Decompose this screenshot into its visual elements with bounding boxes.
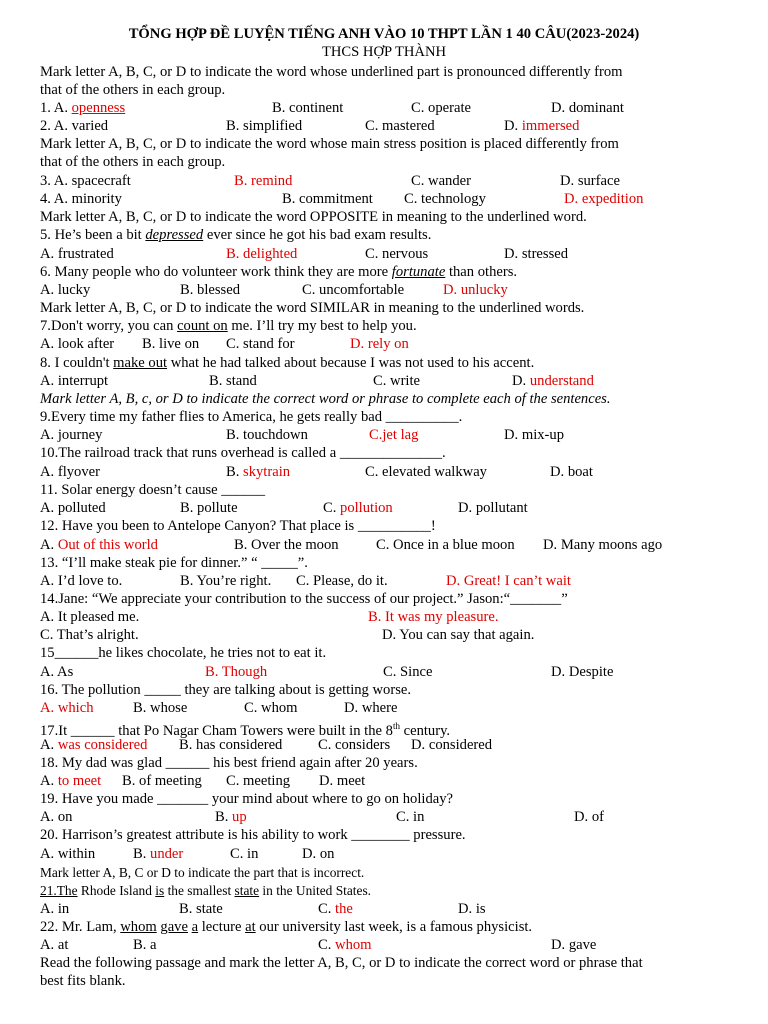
q12-option-b: B. Over the moon [234,537,339,553]
q11-option-d: D. pollutant [458,500,528,516]
q13-option-b: B. You’re right. [180,573,272,589]
q5-option-b: B. delighted [226,246,298,262]
instruction-complete: Mark letter A, B, c, or D to indicate the correct word or phrase to complete each of the sentences. [40,391,611,407]
q15-option-b: B. Though [205,664,268,680]
q5-stem: 5. He’s been a bit depressed ever since he got his bad exam results. [40,227,432,243]
q6-stem: 6. Many people who do volunteer work think they are more fortunate than others. [40,264,518,280]
q18-option-d: D. meet [319,773,366,789]
q7-option-b: B. live on [142,336,200,352]
answer-highlight: immersed [521,118,580,134]
q19-option-d: D. of [574,809,604,825]
q5-option-d: D. stressed [504,246,569,262]
q6-option-c: C. uncomfortable [302,282,405,298]
instruction-stress: Mark letter A, B, C, or D to indicate the word whose main stress position is placed differently from [40,136,619,152]
q7-stem: 7.Don't worry, you can count on me. I’ll try my best to help you. [40,318,417,334]
q2-option-b: B. simplified [226,118,303,134]
q2-option-d: D. immersed [504,118,580,134]
q19-stem: 19. Have you made _______ your mind about where to go on holiday? [40,791,454,807]
answer-highlight: skytrain [243,464,291,480]
q5-option-c: C. nervous [365,246,429,262]
answer-highlight: was considered [57,737,148,753]
q6-option-d: D. unlucky [443,282,508,298]
q15-option-d: D. Despite [551,664,614,680]
q15-option-a: A. As [40,664,74,680]
page-title: TỔNG HỢP ĐỀ LUYỆN TIẾNG ANH VÀO 10 THPT LẦN 1 40 CÂU(2023-2024) [128,26,640,42]
q16-option-a: A. which [40,700,94,716]
q7-option-a: A. look after [40,336,115,352]
q13-option-d: D. Great! I can’t wait [446,573,571,589]
q4-option-b: B. commitment [282,191,373,207]
q1-option-a: 1. A. openness [40,100,126,116]
q9-stem: 9.Every time my father flies to America, he gets really bad __________. [40,409,463,425]
q20-option-c: C. in [230,846,259,862]
instruction-pronunciation: Mark letter A, B, C, or D to indicate the word whose underlined part is pronounced differently from [40,64,623,80]
q4-option-a: 4. A. minority [40,191,122,207]
q10-stem: 10.The railroad track that runs overhead is called a ______________. [40,445,446,461]
q1-option-d: D. dominant [551,100,624,116]
q19-option-c: C. in [396,809,425,825]
q13-stem: 13. “I’ll make steak pie for dinner.” “ _____”. [40,555,308,571]
q9-option-d: D. mix-up [504,427,564,443]
q19-option-b: B. up [215,809,247,825]
q14-option-d: D. You can say that again. [382,627,535,643]
q13-option-a: A. I’d love to. [40,573,123,589]
instruction-stress-cont: that of the others in each group. [40,154,226,170]
q1-option-c: C. operate [411,100,471,116]
q8-option-b: B. stand [209,373,257,389]
q9-option-a: A. journey [40,427,103,443]
q12-option-c: C. Once in a blue moon [376,537,515,553]
answer-highlight: whom [335,937,372,953]
page-subtitle: THCS HỢP THÀNH [321,44,447,60]
q8-stem: 8. I couldn't make out what he had talked about because I was not used to his accent. [40,355,535,371]
q20-stem: 20. Harrison’s greatest attribute is his ability to work ________ pressure. [40,827,466,843]
q20-option-a: A. within [40,846,96,862]
answer-highlight: up [232,809,247,825]
q16-option-b: B. whose [133,700,188,716]
q10-option-d: D. boat [550,464,593,480]
q17-option-c: C. considers [318,737,391,753]
q21-option-c: C. the [318,901,353,917]
q16-option-c: C. whom [244,700,298,716]
q7-option-c: C. stand for [226,336,295,352]
q16-stem: 16. The pollution _____ they are talking about is getting worse. [40,682,412,698]
instruction-passage: Read the following passage and mark the letter A, B, C, or D to indicate the correct word or phrase that [40,955,643,971]
q21-option-d: D. is [458,901,486,917]
q18-option-a: A. to meet [40,773,102,789]
q15-option-c: C. Since [383,664,433,680]
q18-option-b: B. of meeting [122,773,202,789]
q14-stem: 14.Jane: “We appreciate your contribution to the success of our project.” Jason:“_______” [40,591,568,607]
q17-option-b: B. has considered [179,737,283,753]
q20-option-b: B. under [133,846,184,862]
q11-option-c: C. pollution [323,500,393,516]
q12-stem: 12. Have you been to Antelope Canyon? That place is __________! [40,518,436,534]
answer-highlight: under [150,846,184,862]
q8-option-a: A. interrupt [40,373,109,389]
q11-option-a: A. polluted [40,500,106,516]
q4-option-c: C. technology [404,191,486,207]
q18-stem: 18. My dad was glad ______ his best friend again after 20 years. [40,755,418,771]
q3-option-b: B. remind [234,173,293,189]
q15-stem: 15______he likes chocolate, he tries not to eat it. [40,645,327,661]
q22-option-d: D. gave [551,937,597,953]
q10-option-c: C. elevated walkway [365,464,487,480]
instruction-passage-cont: best fits blank. [40,973,126,989]
instruction-pronunciation-cont: that of the others in each group. [40,82,226,98]
answer-highlight: openness [71,100,126,116]
q13-option-c: C. Please, do it. [296,573,388,589]
q19-option-a: A. on [40,809,73,825]
q17-option-a: A. was considered [40,737,148,753]
instruction-opposite: Mark letter A, B, C, or D to indicate the word OPPOSITE in meaning to the underlined word. [40,209,587,225]
q10-option-b: B. skytrain [226,464,291,480]
q7-option-d: D. rely on [350,336,409,352]
q21-stem: 21.The Rhode Island is the smallest state in the United States. [40,883,372,898]
q10-option-a: A. flyover [40,464,100,480]
q8-option-c: C. write [373,373,421,389]
q22-option-a: A. at [40,937,69,953]
q14-option-b: B. It was my pleasure. [368,609,499,625]
q17-option-d: D. considered [411,737,493,753]
q2-option-c: C. mastered [365,118,435,134]
instruction-error: Mark letter A, B, C or D to indicate the part that is incorrect. [40,865,365,880]
instruction-similar: Mark letter A, B, C, or D to indicate the word SIMILAR in meaning to the underlined words. [40,300,585,316]
q21-option-a: A. in [40,901,70,917]
q20-option-d: D. on [302,846,335,862]
q12-option-d: D. Many moons ago [543,537,663,553]
q14-option-c: C. That’s alright. [40,627,139,643]
q21-option-b: B. state [179,901,223,917]
q6-option-b: B. blessed [180,282,240,298]
q22-stem: 22. Mr. Lam, whom gave a lecture at our university last week, is a famous physicist. [40,919,533,935]
q9-option-b: B. touchdown [226,427,308,443]
q12-option-a: A. Out of this world [40,537,158,553]
q3-option-a: 3. A. spacecraft [40,173,131,189]
q11-option-b: B. pollute [180,500,238,516]
q14-option-a: A. It pleased me. [40,609,140,625]
q3-option-c: C. wander [411,173,471,189]
q5-option-a: A. frustrated [40,246,114,262]
q2-option-a: 2. A. varied [40,118,109,134]
q16-option-d: D. where [344,700,398,716]
q9-option-c: C.jet lag [369,427,419,443]
q3-option-d: D. surface [560,173,620,189]
answer-highlight: to meet [57,773,102,789]
answer-highlight: the [335,901,353,917]
answer-highlight: pollution [340,500,393,516]
answer-highlight: Out of this world [57,537,158,553]
q17-stem: 17.It ______ that Po Nagar Cham Towers were built in the 8th century. [40,721,451,739]
q11-stem: 11. Solar energy doesn’t cause ______ [40,482,266,498]
q18-option-c: C. meeting [226,773,291,789]
answer-highlight: understand [529,373,594,389]
q22-option-c: C. whom [318,937,372,953]
q8-option-d: D. understand [512,373,594,389]
q4-option-d: D. expedition [564,191,644,207]
q22-option-b: B. a [133,937,157,953]
q1-option-b: B. continent [272,100,344,116]
q6-option-a: A. lucky [40,282,91,298]
